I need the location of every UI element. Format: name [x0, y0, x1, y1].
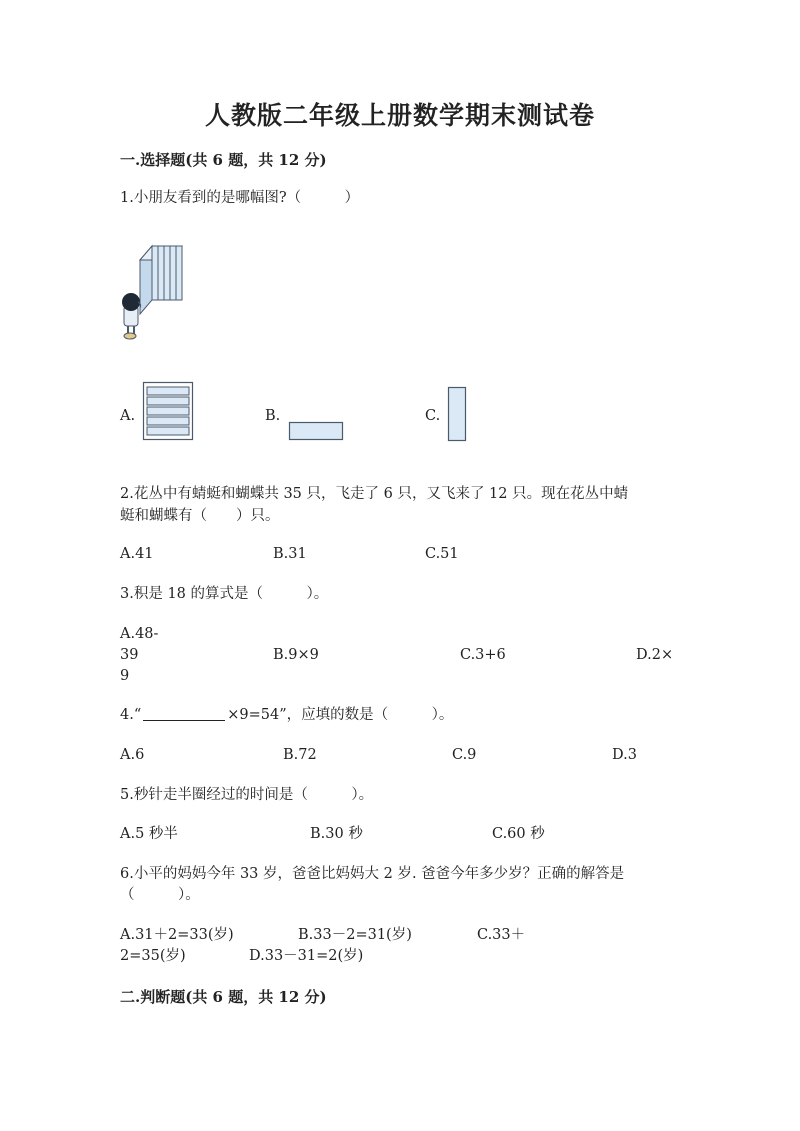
question-1-stem: 1.小朋友看到的是哪幅图?（ ） — [120, 190, 360, 206]
question-4-option-a: A.6 — [120, 747, 145, 763]
section-1-heading: 一.选择题(共 6 题，共 12 分) — [120, 151, 327, 169]
question-3-option-a-line-1: A.48- — [120, 626, 159, 642]
question-4-stem-suffix: ×9=54”，应填的数是（ ）。 — [227, 707, 454, 723]
question-5-option-b: B.30 秒 — [310, 826, 363, 842]
option-c-panel-side-view — [448, 387, 466, 441]
question-4-option-c: C.9 — [452, 747, 477, 763]
question-1-option-c-label: C. — [425, 408, 441, 424]
child-figure — [122, 293, 141, 339]
question-5-stem: 5.秒针走半圈经过的时间是（ ）。 — [120, 787, 374, 803]
question-1-option-a-label: A. — [120, 408, 136, 424]
question-3-option-d-line-1: D.2× — [636, 647, 674, 663]
option-b-panel-top-view — [289, 422, 343, 440]
question-5-option-a: A.5 秒半 — [120, 826, 178, 842]
question-4-option-b: B.72 — [283, 747, 317, 763]
child-viewing-panel-illustration — [116, 240, 186, 342]
panel-front-face — [152, 246, 182, 300]
question-6-stem-line-1: 6.小平的妈妈今年 33 岁，爸爸比妈妈大 2 岁. 爸爸今年多少岁？正确的解答是 — [120, 866, 625, 882]
question-2-option-a: A.41 — [120, 546, 154, 562]
question-6-option-a: A.31＋2=33(岁) — [120, 927, 234, 943]
question-4-option-d: D.3 — [612, 747, 637, 763]
question-1-option-b-label: B. — [265, 408, 281, 424]
question-2-option-b: B.31 — [273, 546, 307, 562]
question-6-option-d: D.33－31=2(岁) — [249, 948, 364, 964]
question-5-option-c: C.60 秒 — [492, 826, 545, 842]
question-6-option-c-line-1: C.33＋ — [477, 927, 526, 943]
question-4-stem — [120, 705, 453, 725]
question-3-option-d-line-2: 9 — [120, 668, 130, 684]
question-4-blank — [143, 706, 225, 721]
question-3-option-b: B.9×9 — [273, 647, 319, 663]
question-2-option-c: C.51 — [425, 546, 459, 562]
question-3-option-c: C.3+6 — [460, 647, 506, 663]
question-6-stem-line-2: （ ）。 — [120, 887, 200, 903]
question-6-option-c-line-2: 2=35(岁) — [120, 948, 186, 964]
question-3-option-a-line-2: 39 — [120, 647, 139, 663]
question-2-stem-line-2: 蜓和蝴蝶有（ ）只。 — [120, 508, 280, 524]
page-title: 人教版二年级上册数学期末测试卷 — [204, 101, 595, 130]
question-4-stem-prefix: 4.“ — [120, 707, 142, 723]
question-6-option-b: B.33－2=31(岁) — [298, 927, 412, 943]
section-2-heading: 二.判断题(共 6 题，共 12 分) — [120, 988, 327, 1006]
question-3-stem: 3.积是 18 的算式是（ ）。 — [120, 586, 329, 602]
option-a-panel-front-view — [143, 382, 193, 440]
question-2-stem-line-1: 2.花丛中有蜻蜓和蝴蝶共 35 只，飞走了 6 只，又飞来了 12 只。现在花丛中蜻 — [120, 486, 629, 502]
